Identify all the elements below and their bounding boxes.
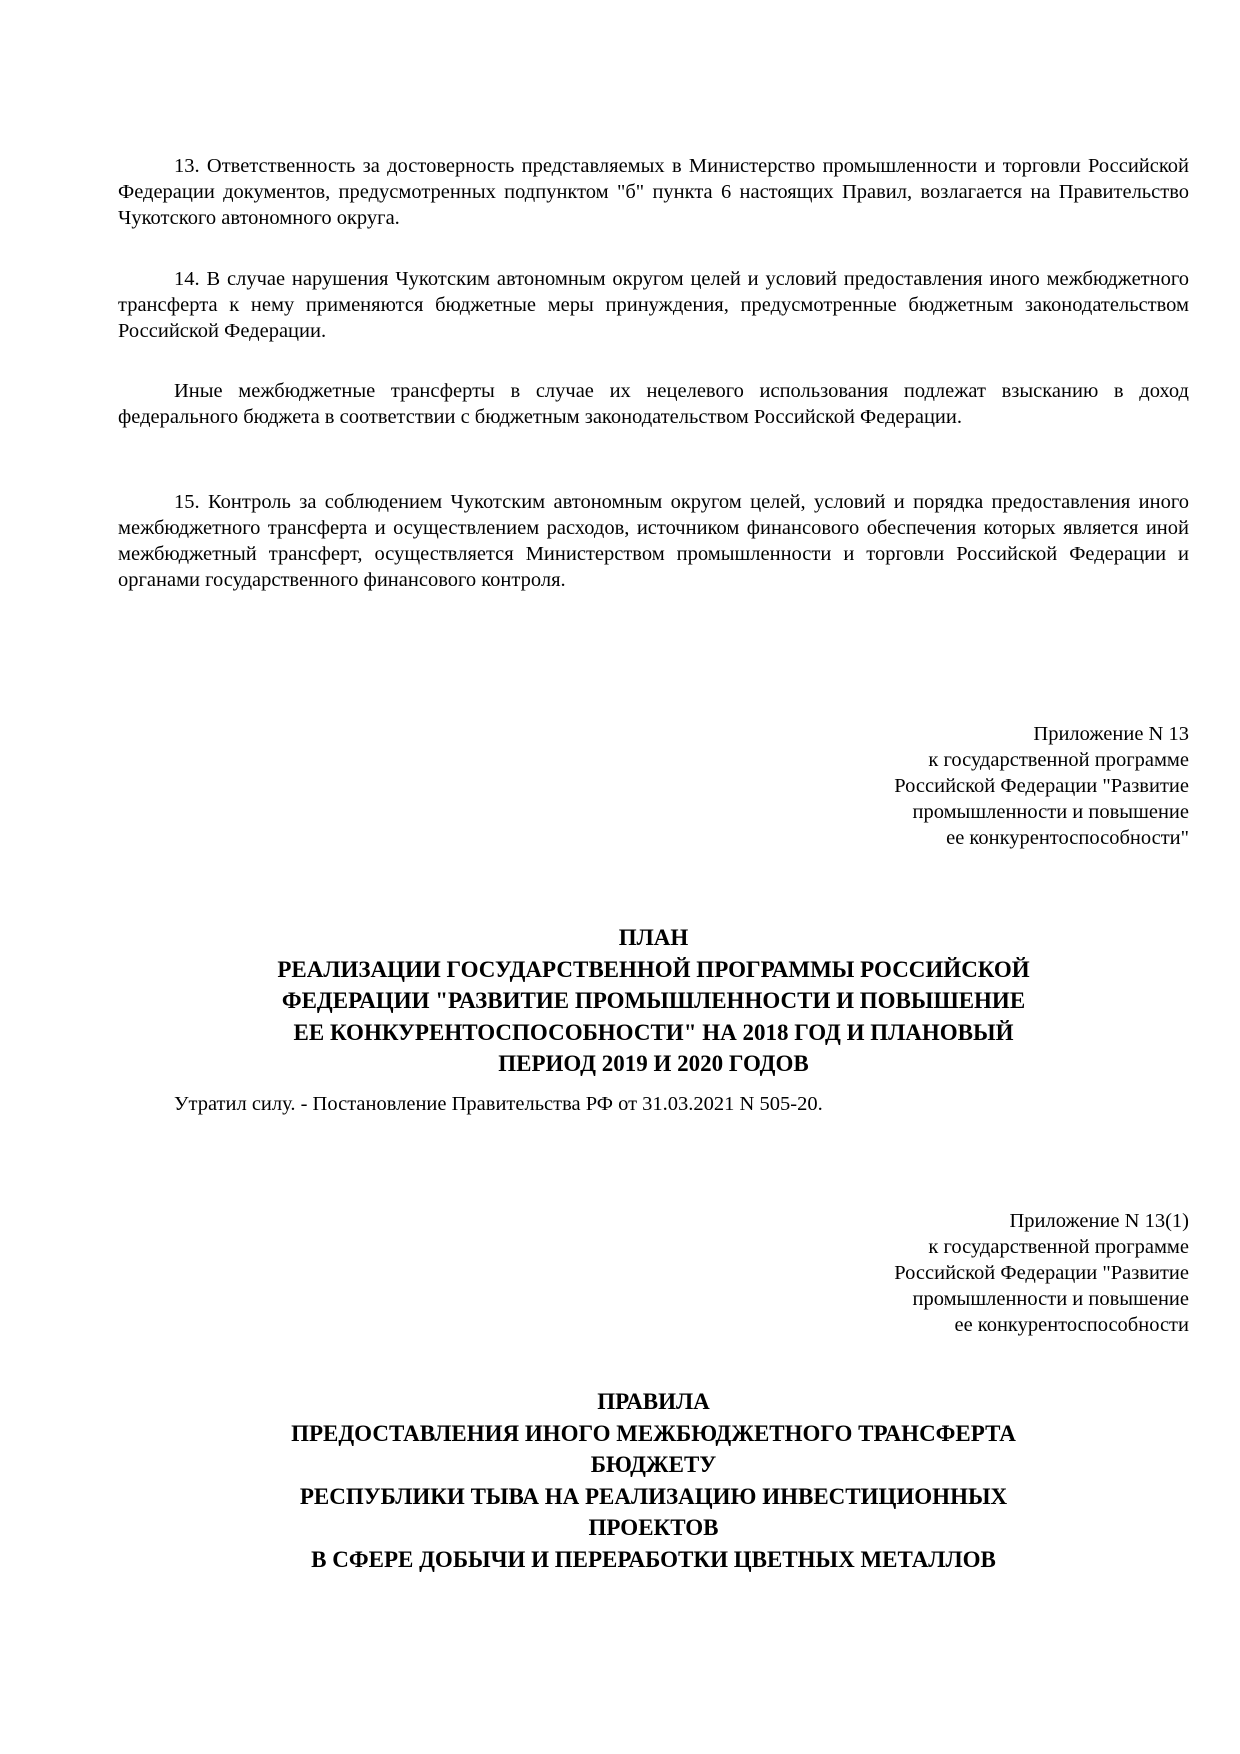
appendix-line: к государственной программе <box>928 749 1189 771</box>
appendix-13-1-title <box>118 1386 1189 1575</box>
appendix-line: к государственной программе <box>928 1236 1189 1258</box>
repeal-note: Утратил силу. - Постановление Правительства РФ от 31.03.2021 N 505-20. <box>174 1093 823 1115</box>
title-line: ЕЕ КОНКУРЕНТОСПОСОБНОСТИ" НА 2018 ГОД И ПЛАНОВЫЙ <box>293 1019 1014 1045</box>
appendix-line: ее конкурентоспособности" <box>946 827 1189 849</box>
appendix-line: Российской Федерации "Развитие <box>894 775 1189 797</box>
paragraph-15-text: 15. Контроль за соблюдением Чукотским автономным округом целей, условий и порядка предоставления иного межбюджетного трансферта и осуществлением расходов, источником финансового обеспечения которых является иной межбюджетный трансферт, осуществляется Министерством промышленности и торговли Российской Федерации и органами государственного финансового контроля. <box>118 491 1189 591</box>
appendix-13-header <box>118 721 1189 851</box>
appendix-line: Приложение N 13 <box>1033 723 1189 745</box>
appendix-line: ее конкурентоспособности <box>954 1314 1189 1336</box>
title-line: БЮДЖЕТУ <box>590 1452 717 1477</box>
title-line: ПРЕДОСТАВЛЕНИЯ ИНОГО МЕЖБЮДЖЕТНОГО ТРАНСФЕРТА <box>291 1420 1016 1446</box>
title-line: ПРАВИЛА <box>597 1389 710 1414</box>
appendix-13-title <box>118 922 1189 1080</box>
paragraph-13 <box>118 153 1189 231</box>
title-line: ПРОЕКТОВ <box>588 1515 719 1540</box>
paragraph-14b-text: Иные межбюджетные трансферты в случае их нецелевого использования подлежат взысканию в доход федерального бюджета в соответствии с бюджетным законодательством Российской Федерации. <box>118 380 1189 428</box>
paragraph-14-continuation <box>118 378 1189 430</box>
title-line: ПЕРИОД 2019 И 2020 ГОДОВ <box>498 1051 809 1076</box>
title-line: РЕАЛИЗАЦИИ ГОСУДАРСТВЕННОЙ ПРОГРАММЫ РОССИЙСКОЙ <box>277 956 1030 982</box>
appendix-line: Российской Федерации "Развитие <box>894 1262 1189 1284</box>
appendix-13-1-header <box>118 1208 1189 1338</box>
title-line: ПЛАН <box>618 925 689 950</box>
paragraph-15 <box>118 489 1189 593</box>
appendix-line: Приложение N 13(1) <box>1009 1210 1189 1232</box>
title-line: РЕСПУБЛИКИ ТЫВА НА РЕАЛИЗАЦИЮ ИНВЕСТИЦИОННЫХ <box>299 1483 1008 1509</box>
paragraph-14-text: 14. В случае нарушения Чукотским автономным округом целей и условий предоставления иного межбюджетного трансферта к нему применяются бюджетные меры принуждения, предусмотренные бюджетным законодательством Российской Федерации. <box>118 268 1189 342</box>
appendix-line: промышленности и повышение <box>912 801 1189 823</box>
paragraph-13-text: 13. Ответственность за достоверность представляемых в Министерство промышленности и торговли Российской Федерации документов, предусмотренных подпунктом "б" пункта 6 настоящих Правил, возлагается на Правительство Чукотского автономного округа. <box>118 155 1189 229</box>
title-line: ФЕДЕРАЦИИ "РАЗВИТИЕ ПРОМЫШЛЕННОСТИ И ПОВЫШЕНИЕ <box>281 988 1026 1013</box>
paragraph-14 <box>118 266 1189 344</box>
appendix-line: промышленности и повышение <box>912 1288 1189 1310</box>
title-line: В СФЕРЕ ДОБЫЧИ И ПЕРЕРАБОТКИ ЦВЕТНЫХ МЕТАЛЛОВ <box>311 1546 996 1572</box>
